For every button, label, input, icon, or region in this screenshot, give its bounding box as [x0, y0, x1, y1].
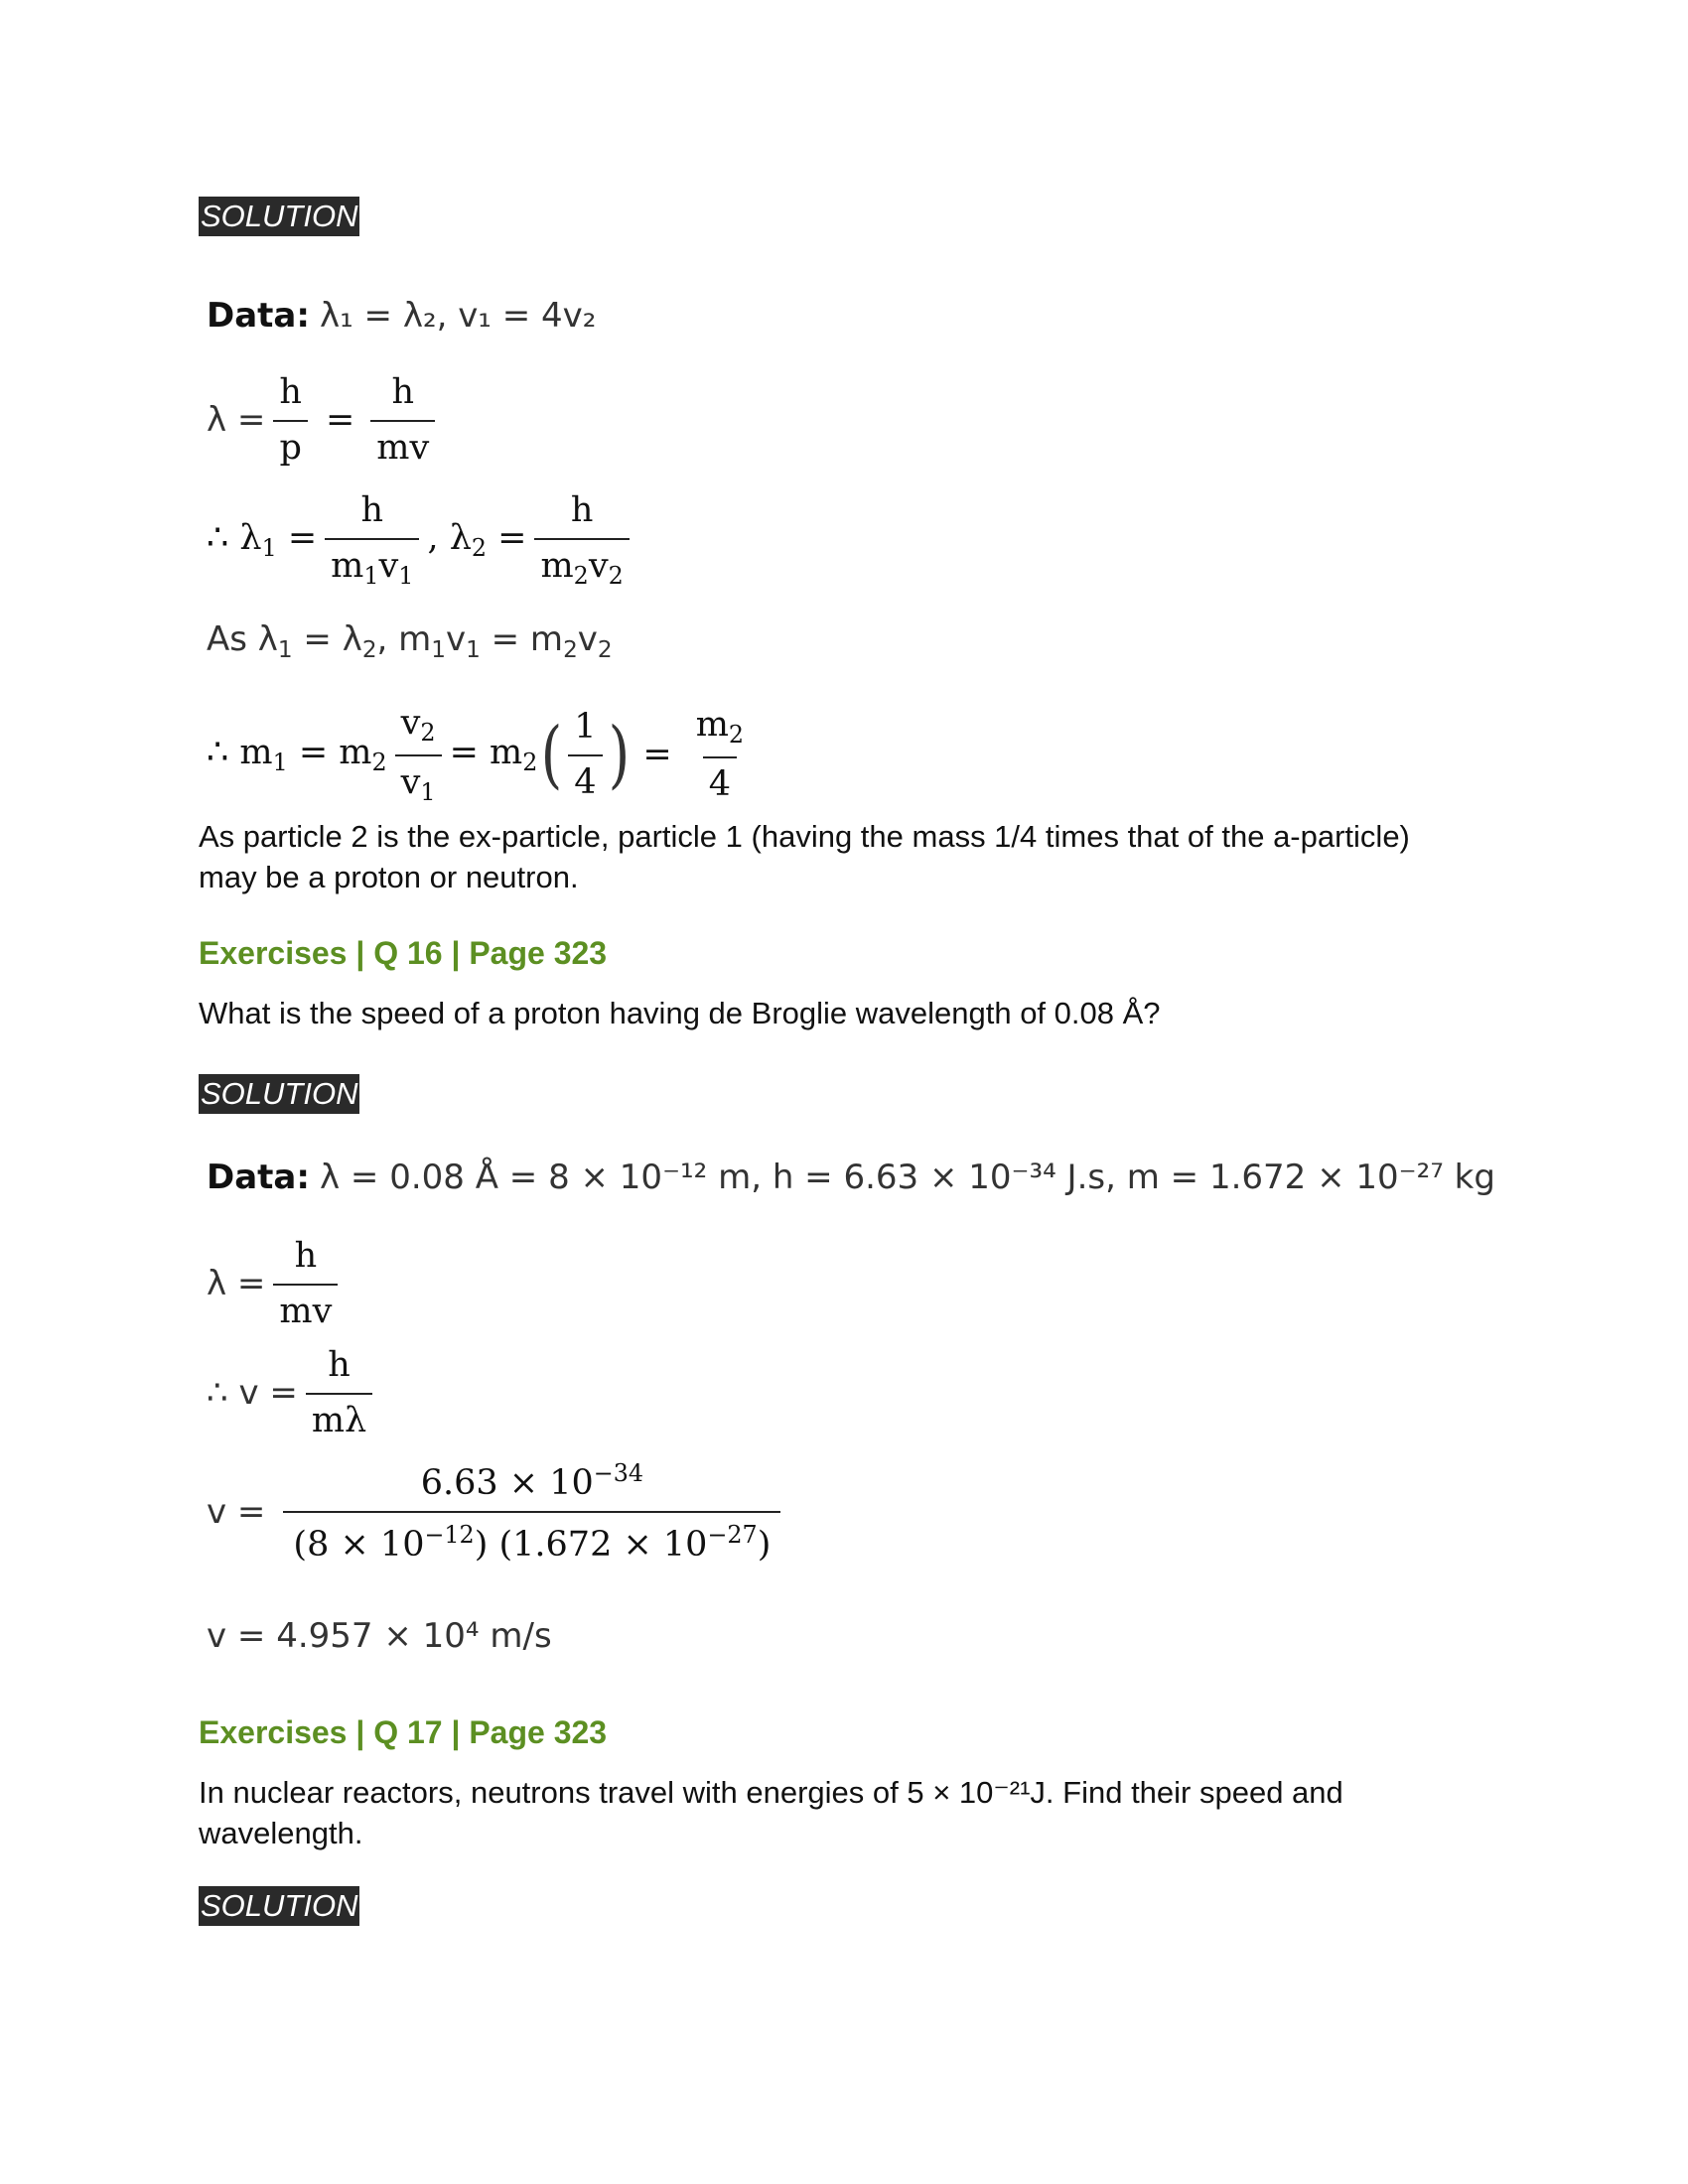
data-label: Data:: [207, 296, 310, 336]
data-label: Data:: [207, 1158, 310, 1197]
data-values: λ = 0.08 Å = 8 × 10⁻¹² m, h = 6.63 × 10⁻³⁴ J.s, m = 1.672 × 10⁻²⁷ kg: [319, 1158, 1495, 1197]
equation-lambda-h-p: λ = $\frac{h}{p}$ = $\frac{h}{mv}$: [207, 372, 443, 468]
equation-lambda-h-mv: λ = $\frac{h}{mv}$: [207, 1236, 346, 1331]
data-line: [207, 296, 596, 336]
equation-momentum-equal: As $\lambda_1 = \lambda_2$, $m_1v_1 = m_2v_2$: [207, 619, 613, 663]
exercise-heading-q16: Exercises | Q 16 | Page 323: [199, 935, 608, 971]
equation-v-substitution: v = $\frac{6.63 \times 10^{-34}}{(8 \times 10^{-12}) (1.672 \times 10^{-27})}$: [207, 1459, 788, 1565]
question-text-q17: In nuclear reactors, neutrons travel with energies of 5 × 10⁻²¹J. Find their speed and wavelength.: [199, 1775, 1343, 1850]
result-speed: v = 4.957 × 10⁴ m/s: [207, 1616, 552, 1656]
data-values: λ₁ = λ₂, v₁ = 4v₂: [319, 296, 597, 336]
equation-mass-ratio: ∴ $m_1 = m_2$ $\frac{v_2}{v_1}$ = $m_2$ ( $\frac{1}{4}$ ) = $\frac{m_2}{4}$: [207, 703, 745, 807]
exercise-heading-q17: Exercises | Q 17 | Page 323: [199, 1714, 608, 1750]
equation-lambda1-lambda2: ∴ $\lambda_1$ = $\frac{h}{m_1v_1}$ , $\lambda_2$ = $\frac{h}{m_2v_2}$: [207, 490, 637, 590]
data-line: [207, 1158, 1495, 1197]
conclusion-text: As particle 2 is the ex-particle, particle 1 (having the mass 1/4 times that of the a-particle) may be a proton or neutron.: [199, 819, 1410, 894]
solution-label: SOLUTION: [199, 1074, 359, 1114]
equation-v-h-mlambda: ∴ v = $\frac{h}{m\lambda}$: [207, 1345, 380, 1440]
question-text-q16: What is the speed of a proton having de Broglie wavelength of 0.08 Å?: [199, 996, 1161, 1030]
solution-label: SOLUTION: [199, 197, 359, 236]
solution-label: SOLUTION: [199, 1886, 359, 1926]
